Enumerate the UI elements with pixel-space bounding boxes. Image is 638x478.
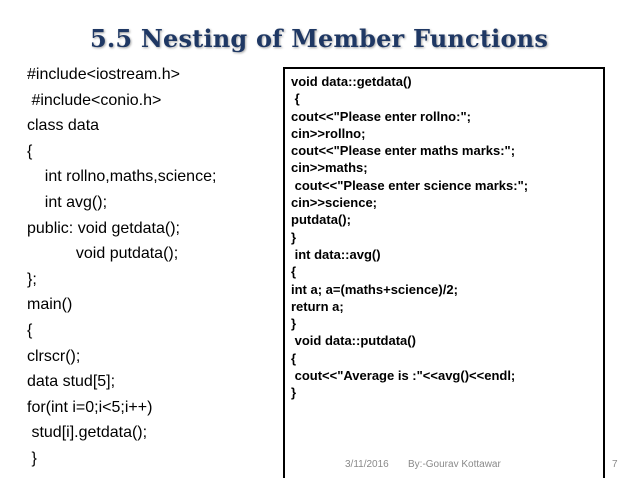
code-line: }	[27, 449, 37, 467]
box-code-line: cout<<"Average is :"<<avg()<<endl;	[291, 368, 516, 384]
code-line: for(int i=0;i<5;i++)	[27, 398, 153, 416]
code-line: {	[27, 321, 33, 339]
code-line: stud[i].getdata();	[27, 424, 148, 442]
box-code-line: {	[291, 91, 300, 107]
left-code-block	[27, 66, 216, 476]
box-code-line: cin>>science;	[291, 195, 377, 211]
box-code-line: cout<<"Please enter rollno:";	[291, 108, 471, 124]
box-code-block	[291, 74, 528, 403]
code-box	[283, 67, 605, 478]
box-code-line: void data::putdata()	[291, 333, 416, 349]
code-line: void putdata();	[27, 245, 179, 263]
code-line: #include<conio.h>	[27, 91, 162, 109]
code-line: public: void getdata();	[27, 219, 180, 237]
code-line: clrscr();	[27, 347, 81, 365]
box-code-line: putdata();	[291, 212, 351, 228]
box-code-line: cin>>rollno;	[291, 125, 366, 141]
code-line: int rollno,maths,science;	[27, 168, 217, 186]
box-code-line: void data::getdata()	[291, 74, 412, 89]
footer-date: 3/11/2016	[345, 459, 389, 470]
slide-title: 5.5 Nesting of Member Functions	[89, 24, 549, 53]
box-code-line: }	[291, 385, 297, 401]
box-code-line: cin>>maths;	[291, 160, 368, 176]
code-line: int avg();	[27, 193, 108, 211]
box-code-line: {	[291, 264, 297, 280]
footer-author: By:-Gourav Kottawar	[408, 459, 501, 470]
box-code-line: }	[291, 229, 297, 245]
box-code-line: cout<<"Please enter maths marks:";	[291, 143, 516, 159]
box-code-line: cout<<"Please enter science marks:";	[291, 177, 529, 193]
code-line: data stud[5];	[27, 373, 116, 391]
box-code-line: int data::avg()	[291, 246, 381, 262]
footer-page-number: 7	[612, 459, 618, 470]
box-code-line: {	[291, 350, 297, 366]
code-line: main()	[27, 296, 73, 314]
code-line: class data	[27, 117, 100, 135]
box-code-line: return a;	[291, 298, 344, 314]
box-code-line: int a; a=(maths+science)/2;	[291, 281, 458, 297]
code-line: #include<iostream.h>	[27, 66, 180, 83]
code-line: {	[27, 142, 33, 160]
box-code-line: }	[291, 316, 297, 332]
code-line: };	[27, 270, 37, 288]
